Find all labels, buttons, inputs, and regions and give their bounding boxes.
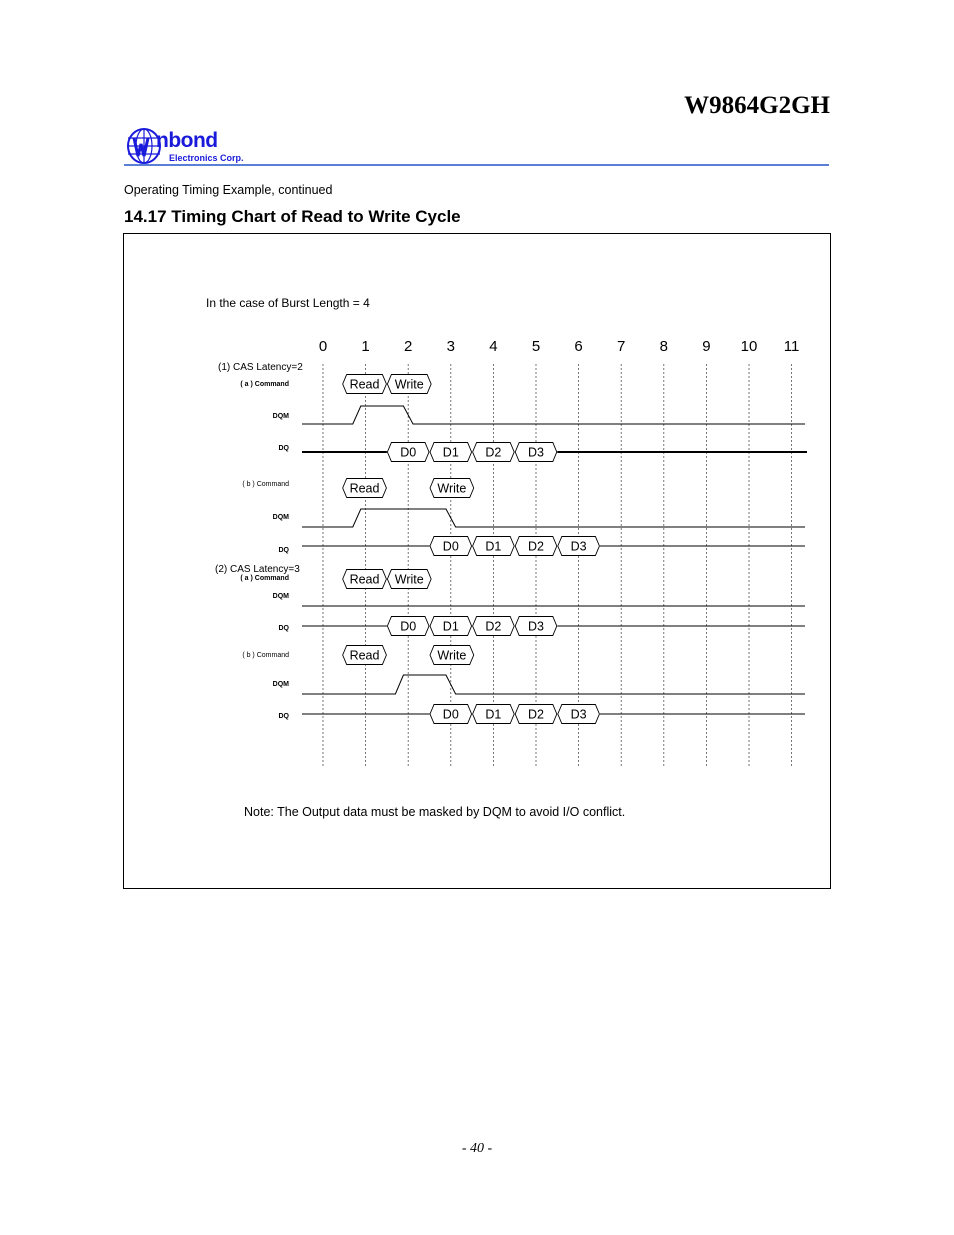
clock-cycle-label: 5 bbox=[531, 338, 541, 355]
logo-subtext: Electronics Corp. bbox=[169, 153, 244, 163]
dq-data-word-label: D1 bbox=[442, 445, 459, 460]
dq-data-word-label: D0 bbox=[400, 445, 417, 460]
clock-cycle-label: 7 bbox=[617, 338, 626, 355]
case-label-cas3: (2) CAS Latency=3 bbox=[215, 564, 300, 575]
read-command-label: Read bbox=[349, 648, 380, 663]
clock-cycle-label: 8 bbox=[659, 338, 668, 355]
timing-chart bbox=[124, 234, 828, 886]
dq-signal-label: DQ bbox=[278, 625, 289, 632]
dq-data-word-label: D0 bbox=[442, 539, 459, 554]
clock-cycle-label: 9 bbox=[702, 338, 711, 355]
dqm-waveform bbox=[302, 675, 805, 694]
dqm-signal-label: DQM bbox=[272, 593, 289, 600]
chart-note: Note: The Output data must be masked by DQM to avoid I/O conflict. bbox=[244, 805, 626, 819]
dq-data-word-label: D3 bbox=[570, 707, 587, 722]
dq-data-word-label: D1 bbox=[442, 619, 459, 634]
case-label-cas2: (1) CAS Latency=2 bbox=[218, 362, 303, 373]
winbond-logo bbox=[124, 124, 254, 166]
dq-signal-label: DQ bbox=[278, 445, 289, 452]
dq-data-word-label: D3 bbox=[570, 539, 587, 554]
dq-data-word-label: D2 bbox=[485, 445, 502, 460]
command-signal-label: ( b ) Command bbox=[242, 652, 289, 659]
section-heading: 14.17 Timing Chart of Read to Write Cycle bbox=[124, 207, 461, 226]
timing-waveforms bbox=[240, 338, 807, 766]
read-command-label: Read bbox=[349, 572, 380, 587]
clock-cycle-label: 0 bbox=[318, 338, 328, 355]
dqm-signal-label: DQM bbox=[272, 514, 289, 521]
header-divider bbox=[124, 164, 829, 166]
clock-cycle-label: 6 bbox=[574, 338, 583, 355]
dq-data-word-label: D2 bbox=[528, 539, 544, 554]
document-title: W9864G2GH bbox=[684, 92, 830, 119]
clock-cycle-label: 10 bbox=[740, 338, 758, 355]
dq-data-word-label: D2 bbox=[485, 619, 502, 634]
clock-cycle-label: 2 bbox=[404, 338, 413, 355]
dq-signal-label: DQ bbox=[278, 547, 289, 554]
dqm-waveform bbox=[302, 406, 805, 424]
dq-data-word-label: D1 bbox=[485, 539, 502, 554]
chart-subtitle: In the case of Burst Length = 4 bbox=[206, 296, 370, 310]
dqm-signal-label: DQM bbox=[272, 413, 289, 420]
context-note: Operating Timing Example, continued bbox=[124, 183, 333, 197]
dq-data-word-label: D3 bbox=[528, 445, 544, 460]
dq-data-word-label: D3 bbox=[528, 619, 544, 634]
write-command-label: Write bbox=[437, 648, 467, 663]
command-signal-label: ( a ) Command bbox=[240, 381, 289, 388]
clock-cycle-label: 4 bbox=[489, 338, 498, 355]
clock-cycle-label: 3 bbox=[446, 338, 455, 355]
dq-signal-label: DQ bbox=[278, 713, 289, 720]
command-signal-label: ( a ) Command bbox=[240, 575, 289, 582]
dqm-signal-label: DQM bbox=[272, 681, 289, 688]
clock-cycle-label: 11 bbox=[783, 338, 800, 355]
read-command-label: Read bbox=[349, 481, 380, 496]
read-command-label: Read bbox=[349, 377, 380, 392]
write-command-label: Write bbox=[394, 572, 424, 587]
command-signal-label: ( b ) Command bbox=[242, 481, 289, 488]
dqm-waveform bbox=[302, 509, 805, 527]
write-command-label: Write bbox=[394, 377, 424, 392]
logo-wordmark: nbond bbox=[156, 129, 218, 152]
write-command-label: Write bbox=[437, 481, 467, 496]
dq-data-word-label: D0 bbox=[442, 707, 459, 722]
dq-data-word-label: D2 bbox=[528, 707, 544, 722]
clock-cycle-label: 1 bbox=[361, 338, 370, 355]
page-number: - 40 - bbox=[461, 1141, 493, 1156]
dq-data-word-label: D1 bbox=[485, 707, 502, 722]
dq-data-word-label: D0 bbox=[400, 619, 417, 634]
